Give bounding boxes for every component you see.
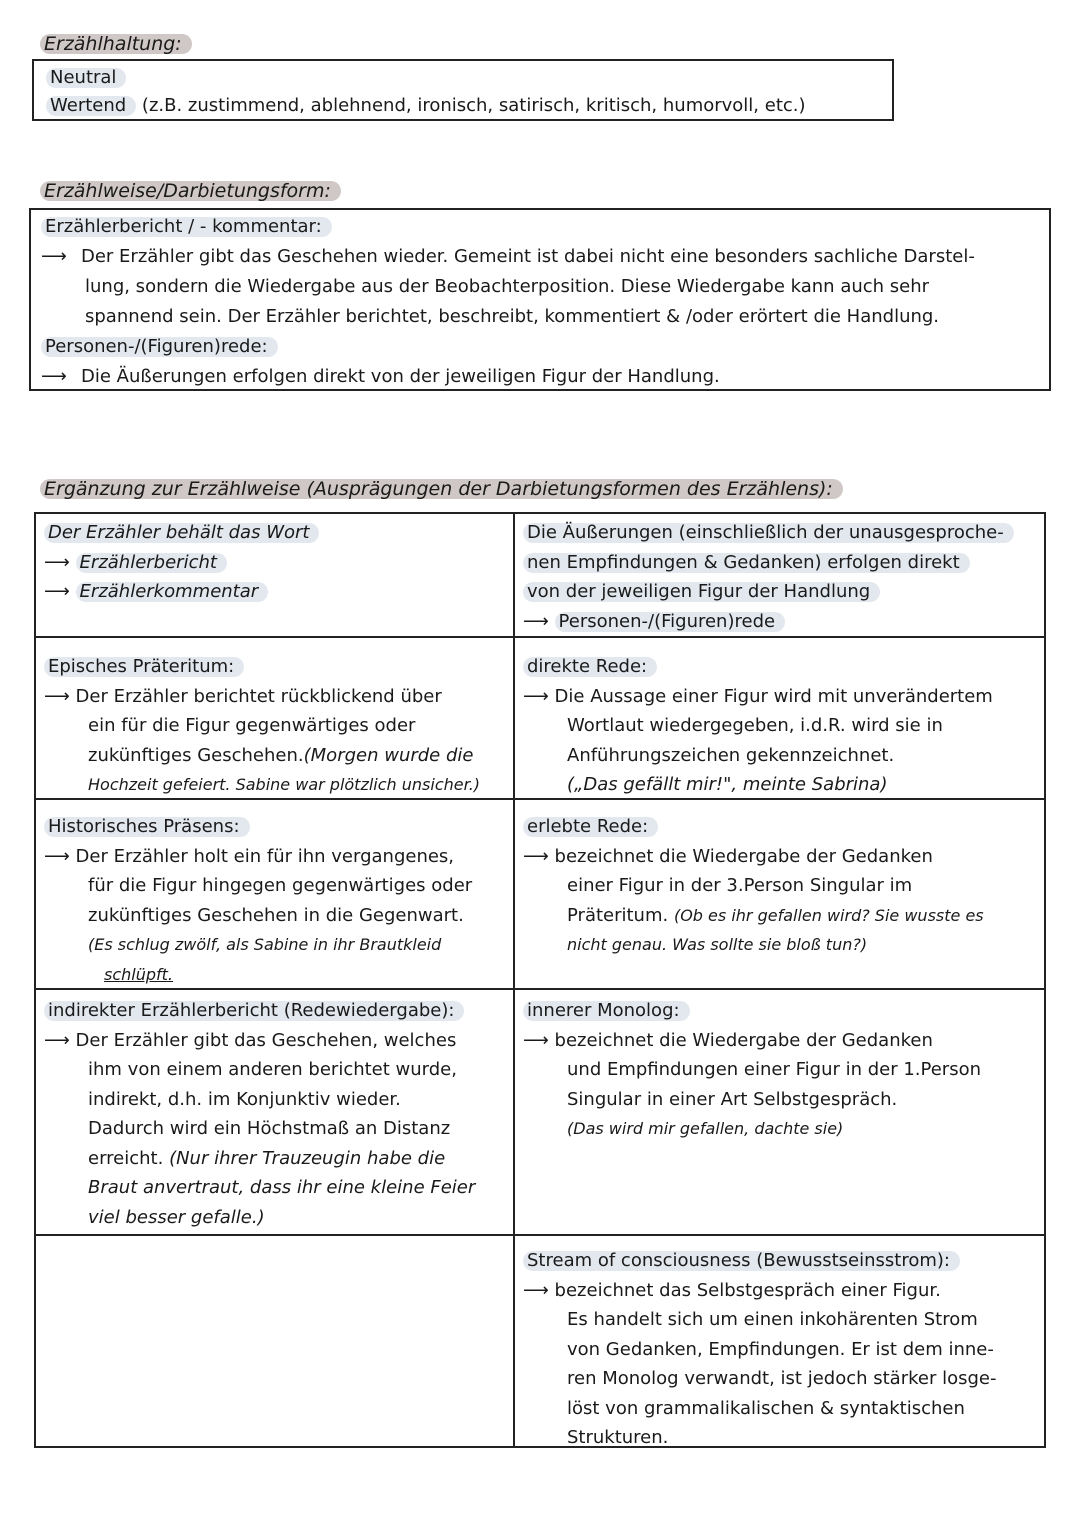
text: einer Figur in der 3.Person Singular im	[567, 875, 913, 896]
text: nen Empfindungen & Gedanken) erfolgen direkt	[523, 553, 970, 573]
example: Hochzeit gefeiert. Sabine war plötzlich unsicher.)	[88, 775, 481, 794]
text: Der Erzähler holt ein für ihn vergangenes,	[75, 845, 455, 867]
cell-title: direkte Rede:	[523, 657, 657, 677]
cell-title: Stream of consciousness (Bewusstseinsstrom):	[523, 1251, 960, 1271]
heading-text: Ergänzung zur Erzählweise (Ausprägungen der Darbietungsformen des Erzählens):	[40, 479, 843, 499]
section-heading-ergaenzung	[40, 478, 843, 500]
arrow-icon: ⟶	[41, 366, 67, 387]
text: ren Monolog verwandt, ist jedoch stärker losge-	[567, 1368, 997, 1389]
item-personenrede: Personen-/(Figuren)rede	[555, 612, 786, 632]
text: Der Erzähler gibt das Geschehen, welches	[75, 1029, 457, 1051]
arrow-icon: ⟶	[523, 1279, 549, 1301]
text: und Empfindungen einer Figur in der 1.Person	[567, 1059, 982, 1080]
text: Die Äußerungen erfolgen direkt von der jeweiligen Figur der Handlung.	[81, 366, 720, 387]
text: zukünftiges Geschehen in die Gegenwart.	[88, 904, 464, 926]
heading-text: Erzählweise/Darbietungsform:	[40, 181, 341, 201]
text: Es handelt sich um einen inkohärenten Strom	[567, 1309, 978, 1330]
text-line	[523, 901, 1036, 931]
cell-direkte-rede	[515, 648, 1044, 804]
item1-line1	[41, 242, 1039, 272]
arrow-icon: ⟶	[44, 685, 70, 707]
arrow-icon: ⟶	[523, 845, 549, 867]
example: („Das gefällt mir!", meinte Sabrina)	[567, 774, 888, 795]
text: Anführungszeichen gekennzeichnet.	[567, 744, 895, 766]
erzaehlhaltung-box	[32, 59, 894, 121]
section-heading-erzaehlhaltung	[40, 33, 192, 55]
text: Dadurch wird ein Höchstmaß an Distanz	[88, 1118, 451, 1139]
section-heading-erzaehlweise	[40, 180, 341, 202]
label-wertend: Wertend	[46, 96, 136, 116]
item-erzaehlerbericht: Erzählerbericht	[76, 553, 227, 573]
cell-stream-of-consciousness	[515, 1242, 1044, 1457]
wertend-examples: (z.B. zustimmend, ablehnend, ironisch, satirisch, kritisch, humorvoll, etc.)	[141, 95, 806, 116]
example: nicht genau. Was sollte sie bloß tun?)	[567, 935, 868, 954]
cell-aeusserungen	[515, 514, 1044, 640]
item2-label-line	[41, 332, 1039, 362]
item1-label-line	[41, 212, 1039, 242]
text: ihm von einem anderen berichtet wurde,	[88, 1059, 457, 1080]
erzaehlweise-box	[29, 208, 1051, 391]
cell-title: Episches Präteritum:	[44, 657, 244, 677]
text-line	[44, 1144, 505, 1174]
cell-title: Der Erzähler behält das Wort	[44, 523, 319, 543]
cell-title: indirekter Erzählerbericht (Redewiedergabe):	[44, 1001, 464, 1021]
item1-line2: lung, sondern die Wiedergabe aus der Beobachterposition. Diese Wiedergabe kann auch sehr	[85, 276, 930, 297]
cell-erzaehler-behaelt-wort	[36, 514, 513, 611]
cell-indirekter-erzaehlerbericht	[36, 992, 513, 1236]
text: Der Erzähler gibt das Geschehen wieder. Gemeint ist dabei nicht eine besonders sachliche Darstel-	[81, 246, 975, 267]
text: Wortlaut wiedergegeben, i.d.R. wird sie in	[567, 715, 943, 736]
arrow-icon: ⟶	[44, 1029, 70, 1051]
arrow-icon: ⟶	[523, 1029, 549, 1051]
cell-innerer-monolog	[515, 992, 1044, 1148]
text: Singular in einer Art Selbstgespräch.	[567, 1088, 898, 1110]
text: Präteritum.	[567, 904, 669, 926]
item2-line	[41, 362, 1039, 392]
text: Strukturen.	[567, 1427, 669, 1448]
item-erzaehlerkommentar: Erzählerkommentar	[76, 582, 269, 602]
cell-empty	[36, 1238, 513, 1446]
example: (Morgen wurde die	[303, 744, 474, 766]
cell-episches-praeteritum	[36, 648, 513, 804]
item-neutral	[46, 64, 880, 92]
text: Die Aussage einer Figur wird mit unverändertem	[554, 685, 993, 707]
darbietungsformen-table	[34, 512, 1046, 1448]
text: für die Figur hingegen gegenwärtiges oder	[88, 875, 473, 896]
example: (Das wird mir gefallen, dachte sie)	[567, 1119, 844, 1138]
text: zukünftiges Geschehen.	[88, 744, 304, 766]
example: (Ob es ihr gefallen wird? Sie wusste es	[673, 905, 984, 925]
example: (Nur ihrer Trauzeugin habe die	[169, 1147, 446, 1169]
example: schlüpft.	[104, 964, 174, 984]
label-personenrede: Personen-/(Figuren)rede:	[41, 337, 278, 357]
arrow-icon: ⟶	[523, 610, 549, 632]
text: Die Äußerungen (einschließlich der unausgesproche-	[523, 523, 1014, 543]
label-neutral: Neutral	[46, 68, 126, 88]
text: löst von grammalikalischen & syntaktischen	[567, 1397, 965, 1419]
example: Braut anvertraut, dass ihr eine kleine Feier	[88, 1177, 476, 1198]
text: bezeichnet die Wiedergabe der Gedanken	[554, 845, 933, 867]
arrow-icon: ⟶	[44, 551, 70, 573]
text: Der Erzähler berichtet rückblickend über	[75, 685, 442, 707]
text: bezeichnet das Selbstgespräch einer Figur.	[554, 1279, 941, 1301]
item-wertend	[46, 92, 880, 120]
text: ein für die Figur gegenwärtiges oder	[88, 715, 416, 736]
arrow-icon: ⟶	[41, 246, 67, 267]
text: indirekt, d.h. im Konjunktiv wieder.	[88, 1088, 401, 1110]
text: erreicht.	[88, 1147, 164, 1169]
text-line	[44, 741, 505, 771]
cell-historisches-praesens	[36, 808, 513, 993]
item1-line3: spannend sein. Der Erzähler berichtet, beschreibt, kommentiert & /oder erörtert die Handlung.	[85, 306, 940, 327]
example: viel besser gefalle.)	[88, 1206, 265, 1228]
arrow-icon: ⟶	[44, 581, 70, 602]
text: von Gedanken, Empfindungen. Er ist dem inne-	[567, 1338, 994, 1360]
cell-title: erlebte Rede:	[523, 817, 658, 837]
cell-title: Historisches Präsens:	[44, 817, 250, 837]
cell-erlebte-rede	[515, 808, 1044, 964]
heading-text: Erzählhaltung:	[40, 34, 192, 54]
cell-title: innerer Monolog:	[523, 1001, 690, 1021]
text: bezeichnet die Wiedergabe der Gedanken	[554, 1029, 933, 1051]
arrow-icon: ⟶	[523, 685, 549, 707]
text: von der jeweiligen Figur der Handlung	[523, 582, 880, 602]
arrow-icon: ⟶	[44, 845, 70, 867]
label-erzaehlerbericht: Erzählerbericht / - kommentar:	[41, 217, 332, 237]
example: (Es schlug zwölf, als Sabine in ihr Brautkleid	[88, 935, 442, 954]
